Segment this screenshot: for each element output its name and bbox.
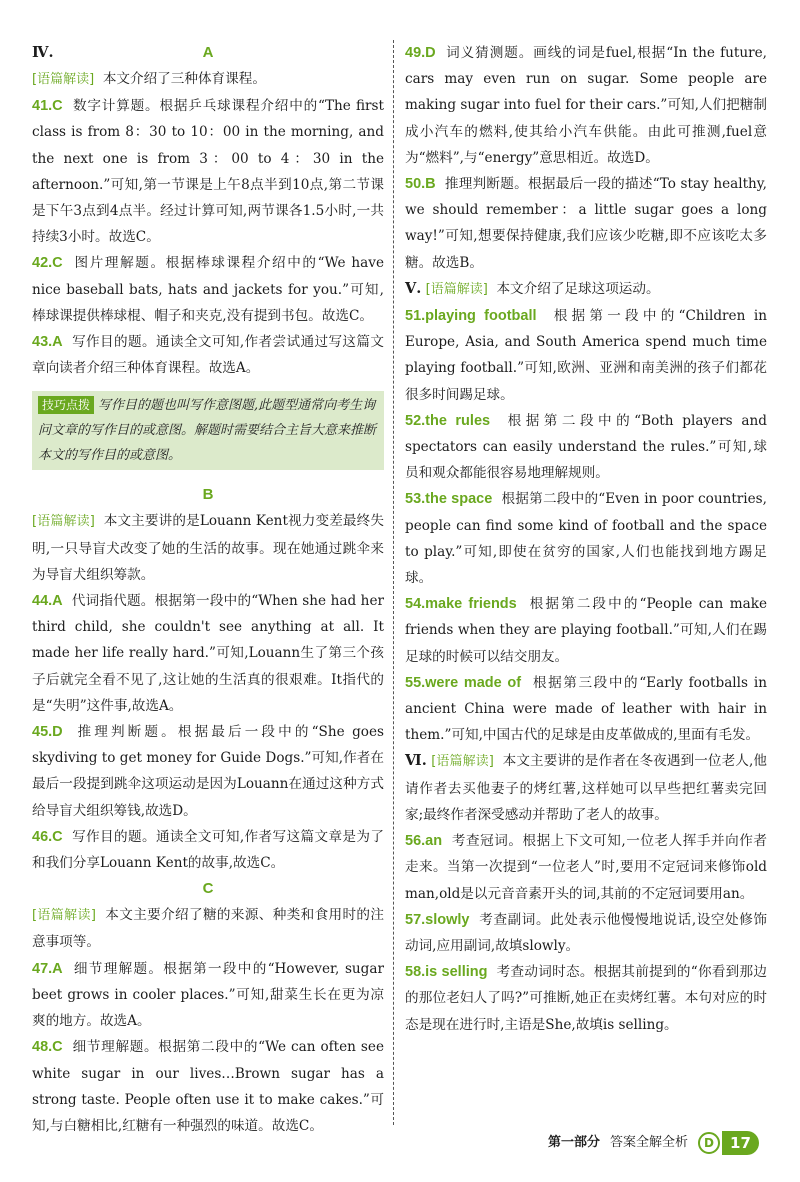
answer-43: 43.A 写作目的题。通读全文可知,作者尝试通过写这篇文章向读者介绍三种体育课程。故选A。 (32, 334, 384, 377)
answer-55: 55.were made of 根据第三段中的“Early footballs in ancient China were made of leather with hair in them.”可知,中国古代的足球是由皮革做成的,里面有毛发。 (405, 674, 767, 744)
answer-49: 49.D 词义猜测题。画线的词是fuel,根据“In the future, cars may even run on sugar. Some people are making sugar into fuel for their cars.”可知,人们把糖制成小汽车的燃料,使其给小汽车供能。由此可推测,fuel意为“燃料”,与“energy”意思相近。故选D。 (405, 45, 767, 166)
answer-44: 44.A 代词指代题。根据第一段中的“When she had her third child, she couldn't see anything at all. It made her life really hard.”可知,Louann生了第三个孩子后就完全看不见了,这让她的生活真的很艰难。It指代的是“失明”这件事,故选A。 (32, 593, 384, 714)
passage-a-heading: A (202, 44, 214, 61)
column-divider (393, 40, 394, 1125)
left-column (32, 40, 384, 1139)
answer-50: 50.B 推理判断题。根据最后一段的描述“To stay healthy, we should remember：a little sugar goes a long way!”可知,想要保持健康,我们应该少吃糖,即不应该吃太多糖。故选B。 (405, 176, 767, 271)
page-number: 17 (722, 1131, 759, 1155)
answer-41: 41.C 数字计算题。根据乒乓球课程介绍中的“The first class is from 8：30 to 10：00 in the morning, and the next one is from 3：00 to 4：30 in the afternoon.”可知,第一节课是上午8点半到10点,第二节课是下午3点到4点半。经过计算可知,两节课各1.5小时,一共持续3小时。故选C。 (32, 98, 384, 246)
answer-48: 48.C 细节理解题。根据第二段中的“We can often see white sugar in our lives…Brown sugar has a strong taste. People often use it to make cakes.”可知,与白糖相比,红糖有一种强烈的味道。故选C。 (32, 1039, 384, 1134)
section-6-intro: Ⅵ. [语篇解读] 本文主要讲的是作者在冬夜遇到一位老人,他请作者去买他妻子的烤红薯,这样她可以早些把红薯卖完回家;最终作者深受感动并帮助了老人的故事。 (405, 752, 767, 823)
answer-56: 56.an 考查冠词。根据上下文可知,一位老人挥手并向作者走来。当第一次提到“一位老人”时,要用不定冠词来修饰old man,old是以元音音素开头的词,其前的不定冠词要用an。 (405, 833, 767, 902)
tip-text: 写作目的题也叫写作意图题,此题型通常向考生询问文章的写作目的或意图。解题时需要结合主旨大意来推断本文的写作目的或意图。 (38, 398, 377, 464)
section-5-intro: Ⅴ. [语篇解读] 本文介绍了足球这项运动。 (405, 279, 660, 297)
passage-c-intro: [语篇解读] 本文主要介绍了糖的来源、种类和食用时的注意事项等。 (32, 907, 384, 951)
passage-b-heading: B (202, 486, 214, 504)
footer-part: 第一部分 (548, 1135, 601, 1150)
right-column (405, 40, 767, 1038)
answer-51: 51.playing football 根据第一段中的“Children in Europe, Asia, and South America spend much time playing football.”可知,欧洲、亚洲和南美洲的孩子们都花很多时间踢足球。 (405, 308, 767, 403)
answer-58: 58.is selling 考查动词时态。根据其前提到的“你看到那边的那位老妇人了吗?”可推断,她正在卖烤红薯。本句对应的时态是现在进行时,主语是She,故填is selling。 (405, 964, 767, 1033)
answer-45: 45.D 推理判断题。根据最后一段中的“She goes skydiving to get money for Guide Dogs.”可知,作者在最后一段提到跳伞这项运动是因为Louann在通过这种方式给导盲犬组织筹钱,故选D。 (32, 724, 384, 819)
passage-a-intro: [语篇解读] 本文介绍了三种体育课程。 (32, 71, 266, 87)
answer-53: 53.the space 根据第二段中的“Even in poor countries, people can find some kind of football and the space to play.”可知,即使在贫穷的国家,人们也能找到地方踢足球。 (405, 491, 767, 587)
answer-42: 42.C 图片理解题。根据棒球课程介绍中的“We have nice baseball bats, hats and jackets for you.”可知,棒球课提供棒球棍、帽子和夹克,没有提到书包。故选C。 (32, 255, 384, 324)
answer-52: 52.the rules 根据第二段中的“Both players and spectators can easily understand the rules.”可知,球员和观众都能很容易地理解规则。 (405, 412, 767, 482)
passage-c-heading: C (202, 880, 214, 898)
page-footer (548, 1130, 759, 1156)
d-badge: D (698, 1132, 720, 1154)
section-4-label: Ⅳ. (32, 44, 54, 61)
footer-subtitle: 答案全解全析 (610, 1135, 689, 1150)
tip-label: 技巧点拨 (38, 396, 94, 414)
passage-b-intro: [语篇解读] 本文主要讲的是Louann Kent视力变差最终失明,一只导盲犬改变了她的生活的故事。现在她通过跳伞来为导盲犬组织筹款。 (32, 513, 384, 583)
answer-57: 57.slowly 考查副词。此处表示他慢慢地说话,设空处修饰动词,应用副词,故填slowly。 (405, 911, 767, 954)
answer-47: 47.A 细节理解题。根据第一段中的“However, sugar beet grows in cooler places.”可知,甜菜生长在更为凉爽的地方。故选A。 (32, 960, 384, 1030)
answer-46: 46.C 写作目的题。通读全文可知,作者写这篇文章是为了和我们分享Louann Kent的故事,故选C。 (32, 828, 384, 872)
tip-box (32, 391, 384, 470)
answer-54: 54.make friends 根据第二段中的“People can make friends when they are playing football.”可知,人们在踢足球的时候可以结交朋友。 (405, 596, 767, 665)
